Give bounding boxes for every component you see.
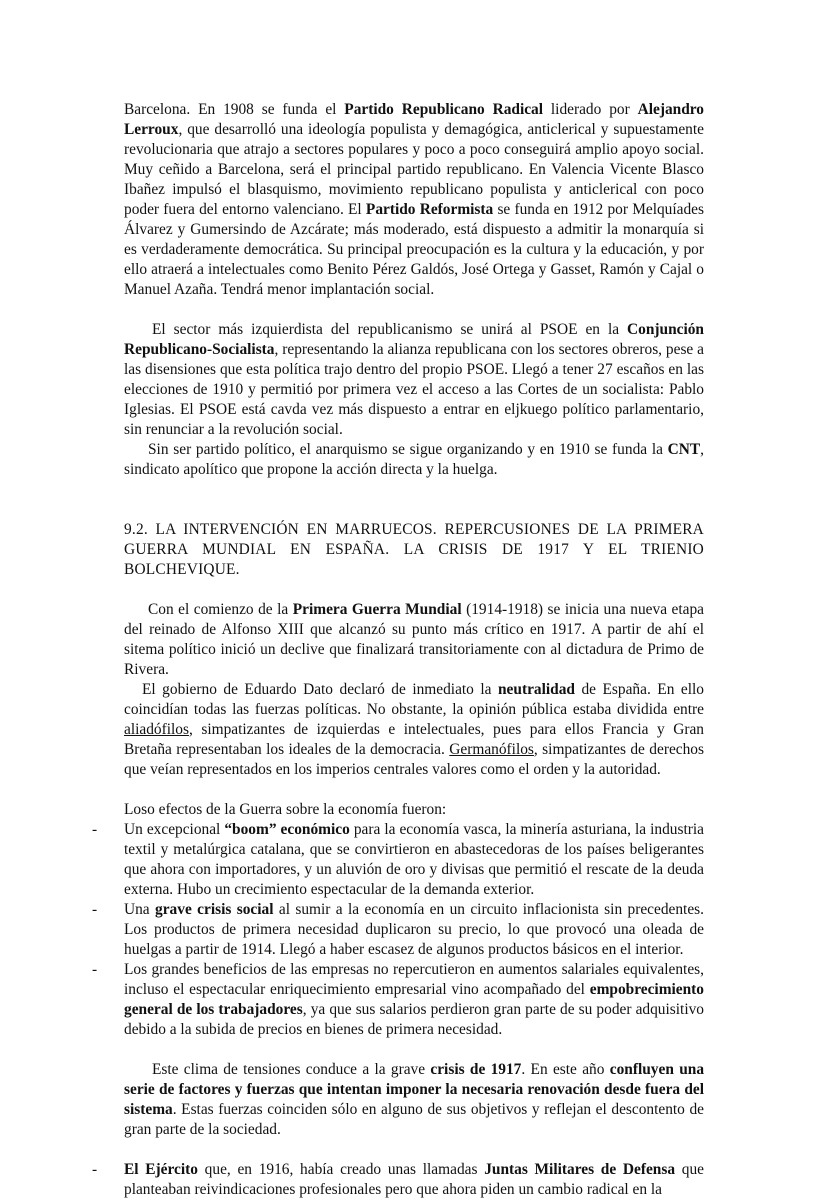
section-heading: 9.2. LA INTERVENCIÓN EN MARRUECOS. REPERCUSIONES DE LA PRIMERA GUERRA MUNDIAL EN ESPAÑA. LA CRISIS DE 1917 Y EL TRIENIO BOLCHEVIQUE. xyxy=(124,521,704,578)
spacer xyxy=(124,1140,704,1160)
text: El sector más izquierdista del republicanismo se unirá al PSOE en la xyxy=(152,321,628,338)
spacer xyxy=(124,300,704,320)
bold-term: Partido Republicano Radical xyxy=(344,101,544,118)
text: , simpatizantes de izquierdas e intelectuales, pues para ellos Francia y Gran Bretaña representaban los ideales de la democracia. xyxy=(124,721,704,758)
text: , que desarrolló una ideología populista y demagógica, anticlerical y supuestamente revolucionaria que atrajo a sectores populares y poco a poco conseguirá amplio apoyo social. Muy ceñido a Barcelona, será el principal partido republicano. En Valencia Vicente Blasco Ibañez impulsó el blasquismo, movimiento republicano populista y anticlerical con poco poder fuera del entorno valenciano. El xyxy=(124,121,704,218)
bold-term: Juntas Militares de Defensa xyxy=(484,1161,676,1178)
spacer xyxy=(124,480,704,520)
list-item xyxy=(92,1160,705,1200)
bold-term: “boom” económico xyxy=(224,821,350,838)
spacer xyxy=(124,1040,704,1060)
text: Con el comienzo de la xyxy=(148,601,293,618)
text: Una xyxy=(124,901,156,918)
text: Un excepcional xyxy=(124,821,225,838)
text: . En este año xyxy=(521,1061,610,1078)
text: Barcelona. En 1908 se funda el xyxy=(124,101,345,118)
text: Sin ser partido político, el anarquismo se sigue organizando y en 1910 se funda la xyxy=(148,441,668,458)
text: , sindicato apolítico que propone la acción directa y la huelga. xyxy=(124,441,704,478)
paragraph-conjuncion xyxy=(124,320,704,440)
bold-term: grave crisis social xyxy=(155,901,274,918)
text: , ya que sus salarios perdieron gran parte de su poder adquisitivo debido a la subida de precios en bienes de primera necesidad. xyxy=(124,1001,704,1038)
bold-term: crisis de 1917 xyxy=(430,1061,522,1078)
spacer xyxy=(124,780,704,800)
text-column xyxy=(92,100,705,1200)
text: que planteaban reivindicaciones profesionales pero que ahora piden un cambio radical en la xyxy=(124,1161,705,1198)
spacer xyxy=(124,580,704,600)
paragraph-republican-parties xyxy=(124,100,704,300)
underlined-term: aliadófilos xyxy=(124,721,189,738)
list-item xyxy=(92,900,704,960)
text: , simpatizantes de derechos que veían representados en los imperios centrales valores como el orden y la autoridad. xyxy=(124,741,704,778)
bold-term: confluyen una serie de factores y fuerzas que intentan imponer la necesaria renovación desde fuera del sistema xyxy=(124,1061,705,1118)
underlined-term: Germanófilos xyxy=(449,741,534,758)
bold-term: Conjunción Republicano-Socialista xyxy=(124,321,704,358)
bold-term: empobrecimiento general de los trabajadores xyxy=(124,981,704,1018)
text: El gobierno de Eduardo Dato declaró de inmediato la xyxy=(142,681,498,698)
dash-bullet: - xyxy=(92,1161,98,1178)
effects-list xyxy=(92,820,704,1040)
paragraph-ww1 xyxy=(124,600,704,680)
text: liderado por xyxy=(543,101,638,118)
bold-term: Primera Guerra Mundial xyxy=(292,601,462,618)
paragraph-crisis-1917 xyxy=(124,1060,704,1140)
effects-intro: Loso efectos de la Guerra sobre la economía fueron: xyxy=(124,801,447,818)
dash-bullet: - xyxy=(92,821,98,838)
forces-list xyxy=(92,1160,705,1200)
bold-term: neutralidad xyxy=(498,681,575,698)
text: Los grandes beneficios de las empresas no repercutieron en aumentos salariales equivalentes, incluso el espectacular enriquecimiento empresarial vino acompañado del xyxy=(124,961,704,998)
text: (1914-1918) se inicia una nueva etapa del reinado de Alfonso XIII que alcanzó su punto más crítico en 1917. A partir de ahí el sitema político inició un declive que finalizará transitoriamente con al dictadura de Primo de Rivera. xyxy=(124,601,704,678)
dash-bullet: - xyxy=(92,901,98,918)
text: , representando la alianza republicana con los sectores obreros, pese a las disensiones que esta política trajo dentro del propio PSOE. Llegó a tener 27 escaños en las elecciones de 1910 y permitió por primera vez el acceso a las Cortes de un socialista: Pablo Iglesias. El PSOE está cavda vez más dispuesto a entrar en eljkuego político parlamentario, sin renunciar a la revolución social. xyxy=(124,341,704,438)
bold-term: CNT xyxy=(667,441,701,458)
bold-term: Alejandro Lerroux xyxy=(124,101,705,138)
dash-bullet: - xyxy=(92,961,98,978)
list-item xyxy=(92,960,704,1040)
text: se funda en 1912 por Melquíades Álvarez y Gumersindo de Azcárate; más moderado, está dispuesto a admitir la monarquía si es verdaderamente democrática. Su principal preocupación es la cultura y la educación, y por ello atraerá a intelectuales como Benito Pérez Galdós, José Ortega y Gasset, Ramón y Cajal o Manuel Azaña. Tendrá menor implantación social. xyxy=(124,201,704,298)
text: de España. En ello coincidían todas las fuerzas políticas. No obstante, la opinión pública estaba dividida entre xyxy=(124,681,704,718)
text: . Estas fuerzas coinciden sólo en alguno de sus objetivos y reflejan el descontento de gran parte de la sociedad. xyxy=(124,1101,704,1138)
bold-term: Partido Reformista xyxy=(365,201,494,218)
paragraph-neutrality xyxy=(124,680,704,780)
bold-term: El Ejército xyxy=(124,1161,198,1178)
paragraph-cnt xyxy=(124,440,704,480)
text: para la economía vasca, la minería asturiana, la industria textil y metalúrgica catalana, que se convirtieron en abastecedoras de los países beligerantes que ahora con importadores, y un aluvión de oro y divisas que permitió el rescate de la deuda externa. Hubo un crecimiento espectacular de la demanda exterior. xyxy=(124,821,704,898)
text: Este clima de tensiones conduce a la grave xyxy=(152,1061,431,1078)
text: al sumir a la economía en un circuito inflacionista sin precedentes. Los productos de primera necesidad duplicaron su precio, lo que provocó una oleada de huelgas a partir de 1914. Llegó a haber escasez de algunos productos básicos en el interior. xyxy=(124,901,704,958)
text: que, en 1916, había creado unas llamadas xyxy=(197,1161,485,1178)
list-item xyxy=(92,820,704,900)
